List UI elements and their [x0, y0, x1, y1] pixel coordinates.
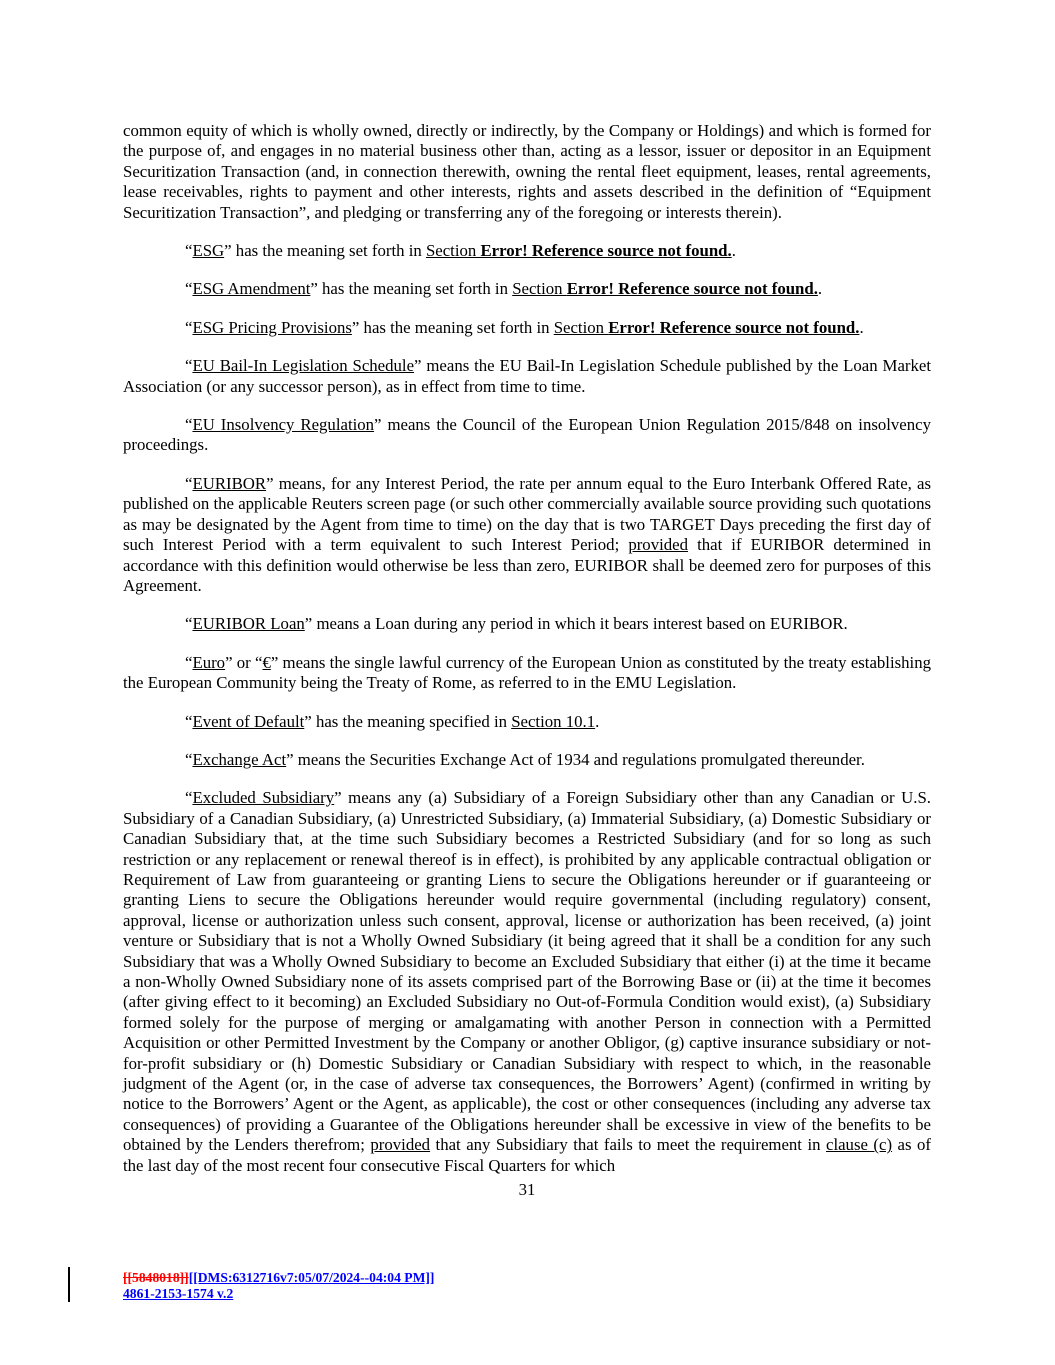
text-run: “ [185, 241, 193, 261]
defined-term: € [262, 652, 271, 672]
paragraph [123, 788, 931, 1176]
footer-version-stamp: 4861-2153-1574 v.2 [123, 1286, 234, 1301]
text-run: common equity of which is wholly owned, directly or indirectly, by the Company or Holdings) and which is formed for the purpose of, and engages in no material business other than, acting as a lessor, issuer or depositor in an Equipment Securitization Transaction (and, in connection therewith, owning the rental fleet equipment, leases, rental agreements, lease receivables, rights to payment and other interests, rights and assets described in the definition of “Equipment Securitization Transaction”, and pledging or transferring any of the foregoing or interests therein). [123, 121, 931, 222]
footer-line-2 [123, 1286, 434, 1302]
text-run: “ [185, 356, 193, 376]
text-run: . [731, 241, 736, 261]
footer-dms-stamp: [[DMS:6312716v7:05/07/2024--04:04 PM]] [188, 1270, 435, 1285]
paragraph [123, 241, 931, 261]
page-number: 31 [518, 1180, 536, 1200]
text-run: that any Subsidiary that fails to meet the requirement in [430, 1135, 826, 1155]
defined-term: ESG Pricing Provisions [192, 317, 352, 337]
text-run: ” means the Council of the European Union Regulation 2015/848 on insolvency proceedings. [123, 415, 931, 455]
paragraph [123, 712, 931, 732]
text-run: ” means the single lawful currency of the European Union as constituted by the treaty establishing the European Community being the Treaty of Rome, as referred to in the EMU Legislation. [123, 652, 931, 693]
footer-line-1 [123, 1270, 434, 1286]
defined-term: Error! Reference source not found. [608, 317, 860, 337]
document-body [123, 121, 931, 1200]
revision-change-bar [68, 1267, 70, 1302]
defined-term: Error! Reference source not found. [480, 241, 732, 261]
text-run: ” means the EU Bail-In Legislation Schedule published by the Loan Market Association (or any successor person), as in effect from time to time. [123, 356, 931, 396]
text-run: ” means a Loan during any period in which it bears interest based on EURIBOR. [304, 614, 848, 634]
paragraph [123, 318, 931, 338]
text-run: . [817, 279, 823, 299]
defined-term: Error! Reference source not found. [566, 279, 818, 299]
defined-term: clause (c) [826, 1135, 893, 1155]
defined-term: ESG [192, 241, 225, 261]
paragraph [123, 614, 931, 634]
defined-term: Section [553, 317, 609, 337]
text-run: ” means, for any Interest Period, the rate per annum equal to the Euro Interbank Offered Rate, as published on the applicable Reuters screen page (or such other commercially available source providing such quotations as may be designated by the Agent from time to time) on the day that is two TARGET Days preceding the first day of such Interest Period with a term equivalent to such Interest Period; [123, 473, 931, 555]
defined-term: Event of Default [192, 711, 305, 731]
text-run: ” has the meaning set forth in [310, 279, 513, 299]
text-run: “ [185, 279, 193, 299]
text-run: ” has the meaning set forth in [351, 317, 554, 337]
text-run: “ [185, 473, 193, 493]
text-run: “ [185, 652, 193, 672]
text-run: “ [185, 711, 193, 731]
defined-term: provided [628, 535, 688, 555]
text-run: ” or “ [225, 652, 263, 672]
paragraph [123, 121, 931, 223]
defined-term: Section [512, 279, 567, 299]
text-run: “ [185, 614, 193, 634]
text-run: “ [185, 317, 193, 337]
defined-term: ESG Amendment [192, 279, 311, 299]
paragraph [123, 474, 931, 596]
document-footer [123, 1270, 434, 1302]
text-run: ” has the meaning set forth in [224, 241, 426, 261]
paragraphs [123, 121, 931, 1176]
text-run: . [859, 317, 864, 337]
text-run: ” has the meaning specified in [304, 711, 512, 731]
defined-term: Section 10.1 [511, 711, 596, 731]
text-run: . [595, 711, 600, 731]
paragraph [123, 279, 931, 299]
paragraph [123, 356, 931, 397]
defined-term: Section [425, 241, 481, 261]
text-run: ” means any (a) Subsidiary of a Foreign Subsidiary other than any Canadian or U.S. Subsidiary of a Canadian Subsidiary, (a) Unrestricted Subsidiary, (a) Immaterial Subsidiary, (a) Domestic Subsidiary or Canadian Subsidiary that, at the time such Subsidiary becomes a Restricted Subsidiary (and for so long as such restriction or any replacement or renewal thereof is in effect), is prohibited by any applicable contractual obligation or Requirement of Law from guaranteeing or granting Liens to secure the Obligations hereunder or if guaranteeing or granting Liens to secure the Obligations hereunder would require governmental (including regulatory) consent, approval, license or authorization unless such consent, approval, license or authorization has been received, (a) joint venture or Subsidiary that is not a Wholly Owned Subsidiary (it being agreed that it shall be a condition for any such Subsidiary that was a Wholly Owned Subsidiary to become an Excluded Subsidiary that either (i) at the time it became a non-Wholly Owned Subsidiary none of its assets comprised part of the Borrowing Base or (ii) at the time it becomes (after giving effect to it becoming) an Excluded Subsidiary no Out-of-Formula Condition would exist), (a) Subsidiary formed solely for the purpose of merging or amalgamating with another Person in connection with a Permitted Acquisition or other Permitted Investment by the Company or another Obligor, (g) captive insurance subsidiary or not-for-profit subsidiary or (h) Domestic Subsidiary or Canadian Subsidiary with respect to which, in the reasonable judgment of the Agent (or, in the case of adverse tax consequences, the Borrowers’ Agent) (confirmed in writing by notice to the Borrowers’ Agent or the Agent, as applicable), the cost or other consequences (including any adverse tax consequences) of providing a Guarantee of the Obligations hereunder shall be excessive in view of the benefits to be obtained by the Lenders therefrom; [123, 788, 931, 1155]
text-run: “ [185, 749, 193, 769]
defined-term: EURIBOR Loan [192, 614, 305, 634]
defined-term: Exchange Act [192, 749, 287, 769]
text-run: “ [185, 415, 193, 435]
defined-term: EU Bail-In Legislation Schedule [192, 356, 415, 376]
footer-deleted-stamp: [[5848018]] [123, 1270, 189, 1285]
defined-term: EURIBOR [192, 473, 267, 493]
paragraph [123, 653, 931, 694]
defined-term: provided [370, 1135, 431, 1155]
defined-term: Euro [192, 652, 226, 672]
defined-term: Excluded Subsidiary [192, 788, 335, 808]
defined-term: EU Insolvency Regulation [192, 415, 375, 435]
text-run: as of the last day of the most recent four consecutive Fiscal Quarters for which [123, 1135, 931, 1175]
text-run: “ [185, 788, 193, 808]
text-run: that if EURIBOR determined in accordance with this definition would otherwise be less than zero, EURIBOR shall be deemed zero for purposes of this Agreement. [123, 535, 931, 595]
paragraph [123, 415, 931, 456]
paragraph [123, 750, 931, 770]
text-run: ” means the Securities Exchange Act of 1934 and regulations promulgated thereunder. [286, 749, 865, 769]
